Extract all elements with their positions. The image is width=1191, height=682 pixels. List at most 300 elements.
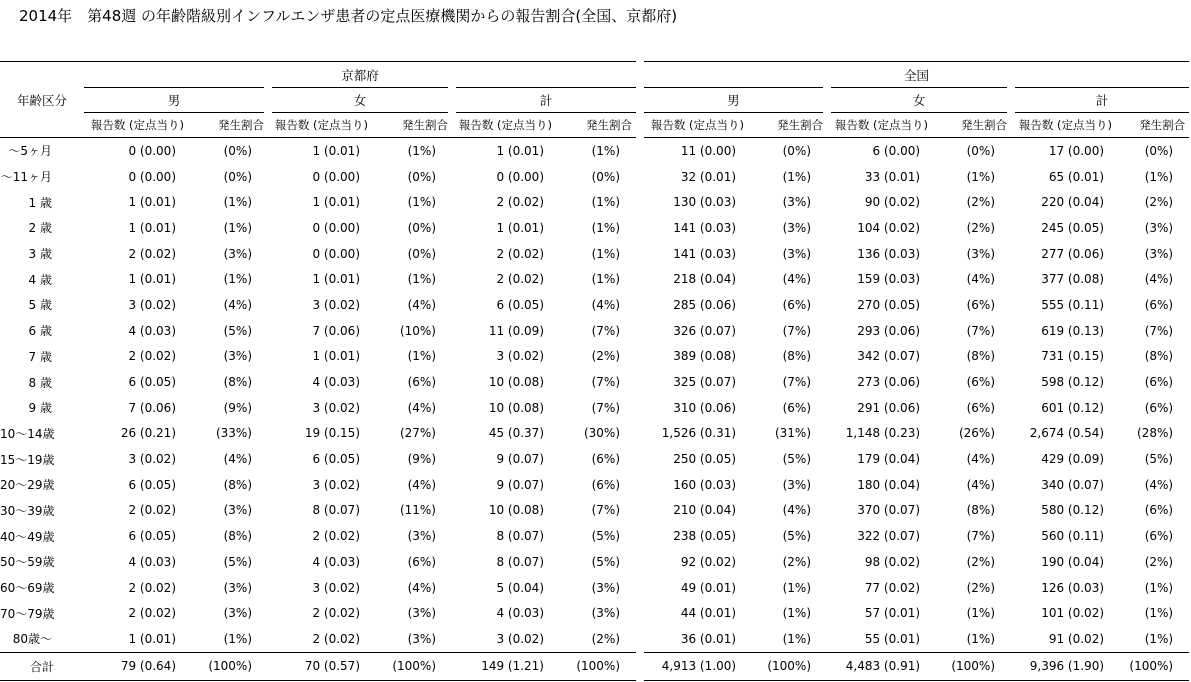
rate-cell: (1%): [966, 631, 996, 646]
count-cell: 1 (0.01): [496, 143, 544, 158]
count-cell: 160 (0.03): [673, 477, 737, 492]
count-cell: 6 (0.05): [128, 477, 176, 492]
rate-cell: (1%): [223, 631, 252, 646]
rate-cell: (30%): [583, 426, 621, 441]
row-gap: [636, 652, 644, 680]
table-row: [0, 472, 1189, 498]
count-cell: 190 (0.04): [1041, 554, 1105, 569]
count-cell: 10 (0.08): [488, 375, 544, 390]
count-cell: 19 (0.15): [304, 426, 360, 441]
rate-cell: (1%): [223, 195, 252, 210]
table-row: [0, 549, 1189, 575]
table-row: [0, 164, 1189, 190]
count-cell: 65 (0.01): [1048, 169, 1105, 184]
count-cell: 4 (0.03): [312, 375, 360, 390]
rate-cell: (4%): [966, 452, 996, 467]
rate-cell: (9%): [223, 400, 252, 415]
count-cell: 340 (0.07): [1041, 477, 1105, 492]
rate-column-header: 発生割合: [748, 113, 827, 138]
rate-cell: (1%): [223, 272, 252, 287]
rate-cell: (5%): [782, 452, 812, 467]
rate-cell: (5%): [782, 529, 812, 544]
count-cell: 44 (0.01): [680, 606, 737, 621]
rate-cell: (2%): [966, 554, 996, 569]
count-cell: 17 (0.00): [1048, 143, 1105, 158]
rate-cell: (4%): [1144, 272, 1174, 287]
count-cell: 1 (0.01): [312, 272, 360, 287]
count-cell: 370 (0.07): [857, 503, 921, 518]
rate-cell: (1%): [591, 246, 621, 261]
rate-cell: (7%): [966, 323, 996, 338]
age-label: 9 歳: [28, 401, 52, 416]
rate-cell: (7%): [1144, 323, 1174, 338]
rate-cell: (8%): [1144, 349, 1174, 364]
rate-column-header: 発生割合: [188, 113, 268, 138]
row-gap: [636, 600, 644, 626]
count-cell: 130 (0.03): [673, 195, 737, 210]
age-label: 10～14歳: [0, 426, 55, 441]
age-label: 20～29歳: [0, 478, 55, 493]
rate-cell: (1%): [407, 272, 436, 287]
rate-cell: (1%): [966, 606, 996, 621]
table-row: [0, 421, 1189, 447]
count-cell: 2 (0.02): [128, 246, 176, 261]
count-cell: 273 (0.06): [857, 375, 921, 390]
rate-cell: (1%): [782, 580, 812, 595]
rate-cell: (33%): [215, 426, 252, 441]
table-row: [0, 395, 1189, 421]
rate-cell: (6%): [966, 375, 996, 390]
count-cell: 1 (0.01): [312, 195, 360, 210]
rate-cell: (4%): [407, 580, 436, 595]
rate-cell: (1%): [407, 349, 436, 364]
rate-cell: (8%): [223, 477, 252, 492]
group-header-kyoto: 京都府: [84, 62, 636, 88]
table-row: [0, 241, 1189, 267]
table-row: [0, 369, 1189, 395]
table-row: [0, 498, 1189, 524]
count-cell: 0 (0.00): [312, 169, 360, 184]
count-cell: 104 (0.02): [857, 220, 921, 235]
count-cell: 90 (0.02): [864, 195, 921, 210]
count-cell: 136 (0.03): [857, 246, 921, 261]
count-column-header: 報告数 (定点当り): [84, 113, 188, 138]
count-cell: 9,396 (1.90): [1011, 652, 1116, 680]
rate-cell: (6%): [1144, 400, 1174, 415]
rate-cell: (1%): [1144, 580, 1174, 595]
rate-cell: (1%): [591, 272, 621, 287]
count-cell: 91 (0.02): [1048, 631, 1105, 646]
rate-cell: (2%): [1144, 195, 1174, 210]
rate-cell: (1%): [966, 169, 996, 184]
count-cell: 70 (0.57): [268, 652, 372, 680]
sex-header-national-male: 男: [644, 88, 827, 113]
count-cell: 57 (0.01): [864, 606, 921, 621]
rate-cell: (6%): [782, 400, 812, 415]
rate-cell: (4%): [966, 477, 996, 492]
count-cell: 49 (0.01): [680, 580, 737, 595]
rate-cell: (3%): [782, 246, 812, 261]
count-cell: 1,148 (0.23): [845, 426, 921, 441]
rate-cell: (3%): [407, 631, 436, 646]
rate-column-header: 発生割合: [932, 113, 1011, 138]
row-gap: [636, 344, 644, 370]
age-label: 8 歳: [28, 375, 52, 390]
row-gap: [636, 292, 644, 318]
rate-cell: (1%): [782, 606, 812, 621]
rate-cell: (7%): [591, 323, 621, 338]
row-gap: [636, 472, 644, 498]
count-cell: 555 (0.11): [1041, 297, 1105, 312]
count-cell: 3 (0.02): [496, 631, 544, 646]
count-cell: 149 (1.21): [452, 652, 556, 680]
rate-cell: (3%): [591, 580, 621, 595]
count-cell: 601 (0.12): [1041, 400, 1105, 415]
age-column-header: 年齢区分: [0, 62, 84, 138]
group-gap: [636, 62, 644, 88]
count-cell: 77 (0.02): [864, 580, 921, 595]
rate-cell: (0%): [966, 143, 996, 158]
rate-cell: (100%): [932, 652, 1011, 680]
count-cell: 141 (0.03): [673, 246, 737, 261]
rate-column-header: 発生割合: [556, 113, 636, 138]
row-gap: [636, 626, 644, 652]
rate-cell: (8%): [223, 529, 252, 544]
count-cell: 1 (0.01): [312, 143, 360, 158]
rate-cell: (6%): [407, 554, 436, 569]
count-cell: 322 (0.07): [857, 529, 921, 544]
count-cell: 3 (0.02): [496, 349, 544, 364]
age-label: 70～79歳: [0, 606, 55, 621]
row-gap: [636, 138, 644, 164]
count-cell: 180 (0.04): [857, 477, 921, 492]
count-cell: 310 (0.06): [673, 400, 737, 415]
age-label: 3 歳: [28, 247, 52, 262]
count-cell: 4 (0.03): [128, 554, 176, 569]
rate-cell: (3%): [782, 195, 812, 210]
row-gap: [636, 498, 644, 524]
age-label: 7 歳: [28, 349, 52, 364]
count-cell: 560 (0.11): [1041, 529, 1105, 544]
count-cell: 210 (0.04): [673, 503, 737, 518]
count-cell: 0 (0.00): [128, 169, 176, 184]
rate-cell: (5%): [1144, 452, 1174, 467]
rate-cell: (1%): [407, 143, 436, 158]
count-cell: 238 (0.05): [673, 529, 737, 544]
count-cell: 32 (0.01): [680, 169, 737, 184]
rate-cell: (6%): [591, 452, 621, 467]
row-gap: [636, 318, 644, 344]
rate-cell: (4%): [1144, 477, 1174, 492]
age-label: 6 歳: [28, 324, 52, 339]
count-cell: 218 (0.04): [673, 272, 737, 287]
rate-cell: (7%): [591, 400, 621, 415]
count-cell: 9 (0.07): [496, 452, 544, 467]
count-cell: 92 (0.02): [680, 554, 737, 569]
count-cell: 0 (0.00): [496, 169, 544, 184]
count-cell: 6 (0.05): [312, 452, 360, 467]
rate-cell: (5%): [223, 554, 252, 569]
count-cell: 79 (0.64): [84, 652, 188, 680]
count-cell: 5 (0.04): [496, 580, 544, 595]
header-row-groups: [0, 62, 1189, 88]
count-cell: 2,674 (0.54): [1029, 426, 1105, 441]
rate-cell: (6%): [1144, 529, 1174, 544]
rate-cell: (100%): [556, 652, 636, 680]
count-cell: 141 (0.03): [673, 220, 737, 235]
count-cell: 0 (0.00): [312, 220, 360, 235]
rate-cell: (8%): [966, 503, 996, 518]
count-cell: 3 (0.02): [312, 400, 360, 415]
table-row: [0, 318, 1189, 344]
table-row: [0, 626, 1189, 652]
rate-cell: (8%): [782, 349, 812, 364]
age-label: 50～59歳: [0, 555, 55, 570]
header-row-sex: [0, 88, 1189, 113]
rate-cell: (27%): [399, 426, 436, 441]
rate-cell: (28%): [1137, 426, 1174, 441]
count-cell: 2 (0.02): [496, 195, 544, 210]
rate-cell: (26%): [958, 426, 996, 441]
rate-cell: (5%): [591, 529, 621, 544]
table-row: [0, 575, 1189, 601]
count-cell: 1 (0.01): [312, 349, 360, 364]
rate-cell: (1%): [782, 169, 812, 184]
count-cell: 7 (0.06): [128, 400, 176, 415]
rate-cell: (3%): [407, 606, 436, 621]
rate-cell: (6%): [1144, 297, 1174, 312]
rate-cell: (6%): [966, 297, 996, 312]
rate-cell: (3%): [223, 503, 252, 518]
count-cell: 36 (0.01): [680, 631, 737, 646]
count-cell: 55 (0.01): [864, 631, 921, 646]
count-cell: 293 (0.06): [857, 323, 921, 338]
rate-cell: (4%): [407, 297, 436, 312]
total-label: 合計: [0, 652, 84, 680]
row-gap: [636, 421, 644, 447]
count-cell: 26 (0.21): [120, 426, 176, 441]
rate-cell: (6%): [966, 400, 996, 415]
age-label: 1 歳: [28, 195, 52, 210]
rate-cell: (0%): [407, 220, 436, 235]
table-row: [0, 600, 1189, 626]
sex-gap: [636, 88, 644, 113]
count-cell: 598 (0.12): [1041, 375, 1105, 390]
count-cell: 9 (0.07): [496, 477, 544, 492]
row-gap: [636, 523, 644, 549]
count-cell: 326 (0.07): [673, 323, 737, 338]
rate-cell: (4%): [782, 272, 812, 287]
count-cell: 2 (0.02): [496, 246, 544, 261]
count-cell: 3 (0.02): [312, 297, 360, 312]
rate-cell: (2%): [966, 580, 996, 595]
rate-cell: (0%): [407, 169, 436, 184]
row-gap: [636, 164, 644, 190]
count-cell: 580 (0.12): [1041, 503, 1105, 518]
count-cell: 7 (0.06): [312, 323, 360, 338]
rate-cell: (0%): [782, 143, 812, 158]
age-label: 2 歳: [28, 221, 52, 236]
rate-cell: (7%): [782, 375, 812, 390]
count-column-header: 報告数 (定点当り): [644, 113, 748, 138]
header-row-measures: [0, 113, 1189, 138]
count-cell: 2 (0.02): [128, 606, 176, 621]
rate-cell: (1%): [1144, 169, 1174, 184]
rate-cell: (0%): [1144, 143, 1174, 158]
count-cell: 1 (0.01): [496, 220, 544, 235]
rate-cell: (3%): [407, 529, 436, 544]
count-cell: 11 (0.09): [488, 323, 544, 338]
row-gap: [636, 575, 644, 601]
row-gap: [636, 189, 644, 215]
table-row: [0, 292, 1189, 318]
count-cell: 1 (0.01): [128, 195, 176, 210]
rate-cell: (1%): [223, 220, 252, 235]
row-gap: [636, 215, 644, 241]
count-cell: 2 (0.02): [128, 580, 176, 595]
rate-cell: (7%): [591, 503, 621, 518]
group-header-national: 全国: [644, 62, 1189, 88]
rate-cell: (4%): [591, 297, 621, 312]
age-label: ～11ヶ月: [0, 170, 52, 185]
count-cell: 250 (0.05): [673, 452, 737, 467]
rate-cell: (2%): [591, 349, 621, 364]
rate-cell: (8%): [223, 375, 252, 390]
count-cell: 8 (0.07): [496, 554, 544, 569]
rate-cell: (100%): [188, 652, 268, 680]
rate-cell: (2%): [591, 631, 621, 646]
table-row: [0, 215, 1189, 241]
rate-cell: (100%): [748, 652, 827, 680]
count-cell: 1,526 (0.31): [661, 426, 737, 441]
count-cell: 6 (0.05): [128, 375, 176, 390]
rate-column-header: 発生割合: [372, 113, 452, 138]
age-label: 30～39歳: [0, 503, 55, 518]
count-cell: 159 (0.03): [857, 272, 921, 287]
rate-cell: (100%): [372, 652, 452, 680]
rate-cell: (3%): [782, 477, 812, 492]
rate-cell: (7%): [966, 529, 996, 544]
rate-cell: (6%): [1144, 375, 1174, 390]
count-cell: 2 (0.02): [128, 503, 176, 518]
count-cell: 2 (0.02): [128, 349, 176, 364]
rate-cell: (6%): [782, 297, 812, 312]
count-column-header: 報告数 (定点当り): [452, 113, 556, 138]
rate-cell: (3%): [591, 606, 621, 621]
age-label: 4 歳: [28, 272, 52, 287]
count-cell: 126 (0.03): [1041, 580, 1105, 595]
rate-cell: (4%): [407, 400, 436, 415]
age-label: 60～69歳: [0, 581, 55, 596]
count-cell: 389 (0.08): [673, 349, 737, 364]
count-cell: 731 (0.15): [1041, 349, 1105, 364]
count-cell: 270 (0.05): [857, 297, 921, 312]
row-gap: [636, 266, 644, 292]
count-cell: 4 (0.03): [128, 323, 176, 338]
sex-header-kyoto-female: 女: [268, 88, 452, 113]
table-row: [0, 523, 1189, 549]
rate-cell: (2%): [782, 554, 812, 569]
rate-cell: (3%): [1144, 220, 1174, 235]
rate-cell: (8%): [966, 349, 996, 364]
count-cell: 0 (0.00): [312, 246, 360, 261]
rate-cell: (1%): [407, 195, 436, 210]
rate-cell: (2%): [966, 220, 996, 235]
count-cell: 4,483 (0.91): [827, 652, 932, 680]
sex-header-kyoto-total: 計: [452, 88, 636, 113]
count-cell: 33 (0.01): [864, 169, 921, 184]
rate-cell: (4%): [223, 297, 252, 312]
count-cell: 8 (0.07): [496, 529, 544, 544]
table-row: [0, 344, 1189, 370]
count-cell: 277 (0.06): [1041, 246, 1105, 261]
rate-cell: (7%): [591, 375, 621, 390]
count-cell: 220 (0.04): [1041, 195, 1105, 210]
rate-cell: (3%): [223, 246, 252, 261]
rate-cell: (9%): [407, 452, 436, 467]
rate-cell: (10%): [399, 323, 436, 338]
count-cell: 11 (0.00): [680, 143, 737, 158]
rate-cell: (0%): [591, 169, 621, 184]
count-cell: 2 (0.02): [312, 606, 360, 621]
count-cell: 2 (0.02): [496, 272, 544, 287]
rate-cell: (4%): [966, 272, 996, 287]
row-gap: [636, 395, 644, 421]
row-gap: [636, 241, 644, 267]
count-cell: 6 (0.05): [496, 297, 544, 312]
rate-cell: (4%): [782, 503, 812, 518]
count-cell: 325 (0.07): [673, 375, 737, 390]
count-cell: 245 (0.05): [1041, 220, 1105, 235]
rate-cell: (100%): [1116, 652, 1189, 680]
rate-cell: (7%): [782, 323, 812, 338]
rate-cell: (0%): [407, 246, 436, 261]
sex-header-kyoto-male: 男: [84, 88, 268, 113]
rate-cell: (2%): [1144, 554, 1174, 569]
age-label: 5 歳: [28, 298, 52, 313]
total-row: [0, 652, 1189, 680]
count-cell: 10 (0.08): [488, 400, 544, 415]
age-label: ～5ヶ月: [8, 144, 52, 159]
count-cell: 101 (0.02): [1041, 606, 1105, 621]
measure-gap: [636, 113, 644, 138]
age-label: 80歳～: [12, 632, 52, 647]
rate-cell: (3%): [223, 349, 252, 364]
rate-cell: (4%): [223, 452, 252, 467]
count-cell: 3 (0.02): [312, 477, 360, 492]
row-gap: [636, 549, 644, 575]
count-cell: 179 (0.04): [857, 452, 921, 467]
count-column-header: 報告数 (定点当り): [268, 113, 372, 138]
count-cell: 1 (0.01): [128, 272, 176, 287]
rate-cell: (6%): [407, 375, 436, 390]
page-title: 2014年 第48週 の年齢階級別インフルエンザ患者の定点医療機関からの報告割合(全国、京都府): [19, 7, 678, 25]
table-row: [0, 266, 1189, 292]
count-cell: 3 (0.02): [312, 580, 360, 595]
rate-cell: (3%): [223, 580, 252, 595]
age-label: 40～49歳: [0, 529, 55, 544]
rate-cell: (31%): [774, 426, 812, 441]
row-gap: [636, 369, 644, 395]
count-cell: 2 (0.02): [312, 631, 360, 646]
table-row: [0, 189, 1189, 215]
count-cell: 1 (0.01): [128, 631, 176, 646]
rate-cell: (11%): [399, 503, 436, 518]
count-cell: 3 (0.02): [128, 452, 176, 467]
count-cell: 6 (0.05): [128, 529, 176, 544]
count-cell: 4 (0.03): [496, 606, 544, 621]
influenza-table: [0, 61, 1189, 681]
